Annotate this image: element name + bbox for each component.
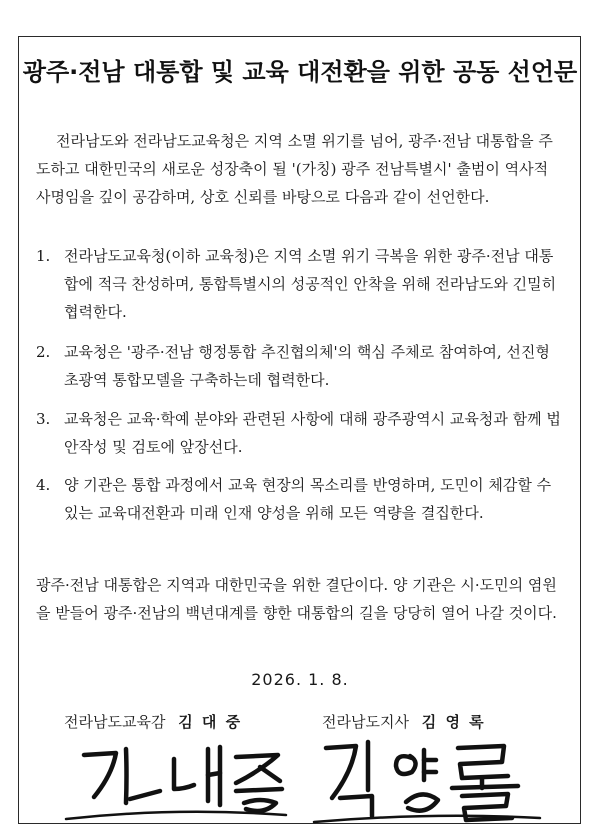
signature-governor bbox=[312, 732, 542, 826]
intro-paragraph: 전라남도와 전라남도교육청은 지역 소멸 위기를 넘어, 광주·전남 대통합을 주도하고 대한민국의 새로운 성장축이 될 '(가칭) 광주 전남특별시' 출범이 역사적 사명임을 깊이 공감하며, 상호 신뢰를 바탕으로 다음과 같이 선언한다. bbox=[36, 132, 553, 206]
declaration-item-3 bbox=[36, 405, 564, 461]
item-number: 2. bbox=[36, 343, 51, 361]
item-text: 교육청은 교육·학예 분야와 관련된 사항에 대해 광주광역시 교육청과 함께 법안작성 및 검토에 앞장선다. bbox=[64, 410, 561, 456]
declaration-item-2 bbox=[36, 338, 564, 394]
signer-name: 김 대 중 bbox=[178, 713, 243, 731]
signer-superintendent bbox=[64, 711, 242, 732]
signer-name: 김 영 록 bbox=[421, 713, 486, 731]
item-text: 양 기관은 통합 과정에서 교육 현장의 목소리를 반영하며, 도민이 체감할 수 있는 교육대전환과 미래 인재 양성을 위해 모든 역량을 결집한다. bbox=[64, 476, 552, 522]
item-number: 1. bbox=[36, 247, 51, 265]
item-number: 3. bbox=[36, 410, 51, 428]
item-text: 교육청은 '광주·전남 행정통합 추진협의체'의 핵심 주체로 참여하여, 선진형 초광역 통합모델을 구축하는데 협력한다. bbox=[64, 343, 550, 389]
signer-title: 전라남도교육감 bbox=[64, 713, 166, 731]
signature-superintendent bbox=[64, 735, 289, 823]
declaration-item-1 bbox=[36, 242, 564, 326]
declaration-date: 2026. 1. 8. bbox=[251, 670, 349, 689]
declaration-item-4 bbox=[36, 471, 564, 527]
signer-governor bbox=[322, 711, 486, 732]
item-number: 4. bbox=[36, 476, 51, 494]
document-title: 광주·전남 대통합 및 교육 대전환을 위한 공동 선언문 bbox=[22, 58, 578, 86]
closing-paragraph: 광주·전남 대통합은 지역과 대한민국을 위한 결단이다. 양 기관은 시·도민의 염원을 받들어 광주·전남의 백년대계를 향한 대통합의 길을 당당히 열어 나갈 것이다. bbox=[36, 576, 557, 622]
signer-title: 전라남도지사 bbox=[322, 713, 409, 731]
item-text: 전라남도교육청(이하 교육청)은 지역 소멸 위기 극복을 위한 광주·전남 대통합에 적극 찬성하며, 통합특별시의 성공적인 안착을 위해 전라남도와 긴밀히 협력한다. bbox=[64, 247, 557, 321]
